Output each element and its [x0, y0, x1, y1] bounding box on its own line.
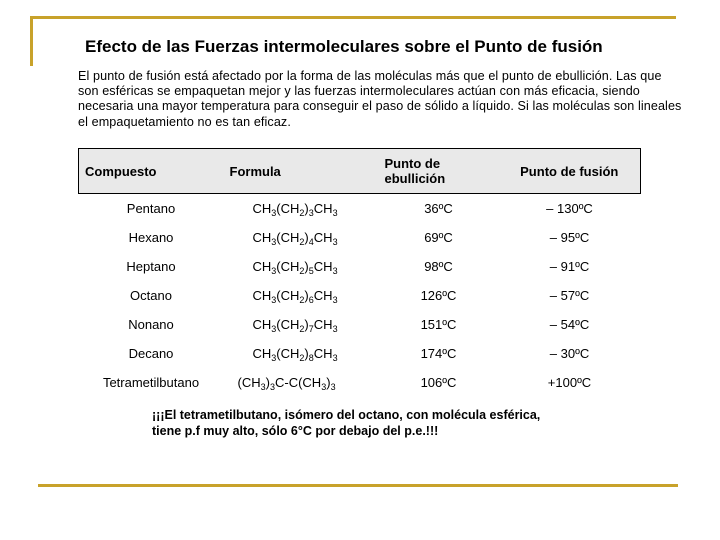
formula: $CH_3(CH_2)_4CH_3$: [252, 230, 338, 247]
compound-name: Decano: [128, 346, 174, 361]
boiling-point: 36ºC: [424, 201, 453, 216]
melting-point: +100ºC: [547, 375, 592, 390]
top-decorative-line: [30, 16, 676, 19]
boiling-point: 151ºC: [420, 317, 457, 332]
highlight-note: ¡¡¡El tetrametilbutano, isómero del octano, con molécula esférica, tiene p.f muy alto, sólo 6°C por debajo del p.e.!!!: [152, 408, 541, 438]
bottom-decorative-line: [38, 484, 678, 487]
formula: $CH_3(CH_2)_8CH_3$: [252, 346, 338, 363]
boiling-point: 98ºC: [424, 259, 453, 274]
compound-name: Pentano: [126, 201, 176, 216]
header-compuesto: Compuesto: [79, 149, 224, 194]
table-row: [79, 194, 641, 224]
table-row: [79, 368, 641, 397]
boiling-point: 106ºC: [420, 375, 457, 390]
melting-point: – 54ºC: [549, 317, 590, 332]
compound-name: Heptano: [126, 259, 176, 274]
melting-point-table: [78, 148, 641, 397]
formula: $CH_3(CH_2)_3CH_3$: [252, 201, 338, 218]
intro-paragraph: El punto de fusión está afectado por la forma de las moléculas más que el punto de ebullición. Las que son esféricas se empaquetan mejor y las fuerzas intermoleculares actúan con más eficacia, siendo necesaria una mayor temperatura para conseguir el paso de sólido a líquido. Si las moléculas son lineales el empaquetamiento no es tan eficaz.: [78, 69, 682, 129]
formula: $CH_3(CH_2)_7CH_3$: [252, 317, 338, 334]
compound-name: Nonano: [128, 317, 174, 332]
table-row: [79, 281, 641, 310]
header-ebullicion: Punto de ebullición: [379, 149, 499, 194]
melting-point: – 95ºC: [549, 230, 590, 245]
compound-name: Octano: [130, 288, 172, 303]
table-row: [79, 252, 641, 281]
boiling-point: 126ºC: [420, 288, 457, 303]
boiling-point: 69ºC: [424, 230, 453, 245]
left-decorative-line: [30, 16, 33, 66]
boiling-point: 174ºC: [420, 346, 457, 361]
table-header-row: [79, 149, 641, 194]
header-fusion: Punto de fusión: [499, 149, 641, 194]
formula: $CH_3(CH_2)_5CH_3$: [252, 259, 338, 276]
melting-point: – 57ºC: [549, 288, 590, 303]
table-row: [79, 339, 641, 368]
melting-point: – 91ºC: [549, 259, 590, 274]
formula: $CH_3(CH_2)_6CH_3$: [252, 288, 338, 305]
compound-name: Tetrametilbutano: [102, 375, 200, 390]
melting-point: – 130ºC: [546, 201, 593, 216]
header-formula: Formula: [224, 149, 379, 194]
melting-point: – 30ºC: [549, 346, 590, 361]
table-row: [79, 223, 641, 252]
table-row: [79, 310, 641, 339]
page-title: Efecto de las Fuerzas intermoleculares sobre el Punto de fusión: [85, 37, 603, 56]
formula: $(CH_3)_3C-C(CH_3)_3$: [237, 375, 336, 392]
compound-name: Hexano: [128, 230, 174, 245]
